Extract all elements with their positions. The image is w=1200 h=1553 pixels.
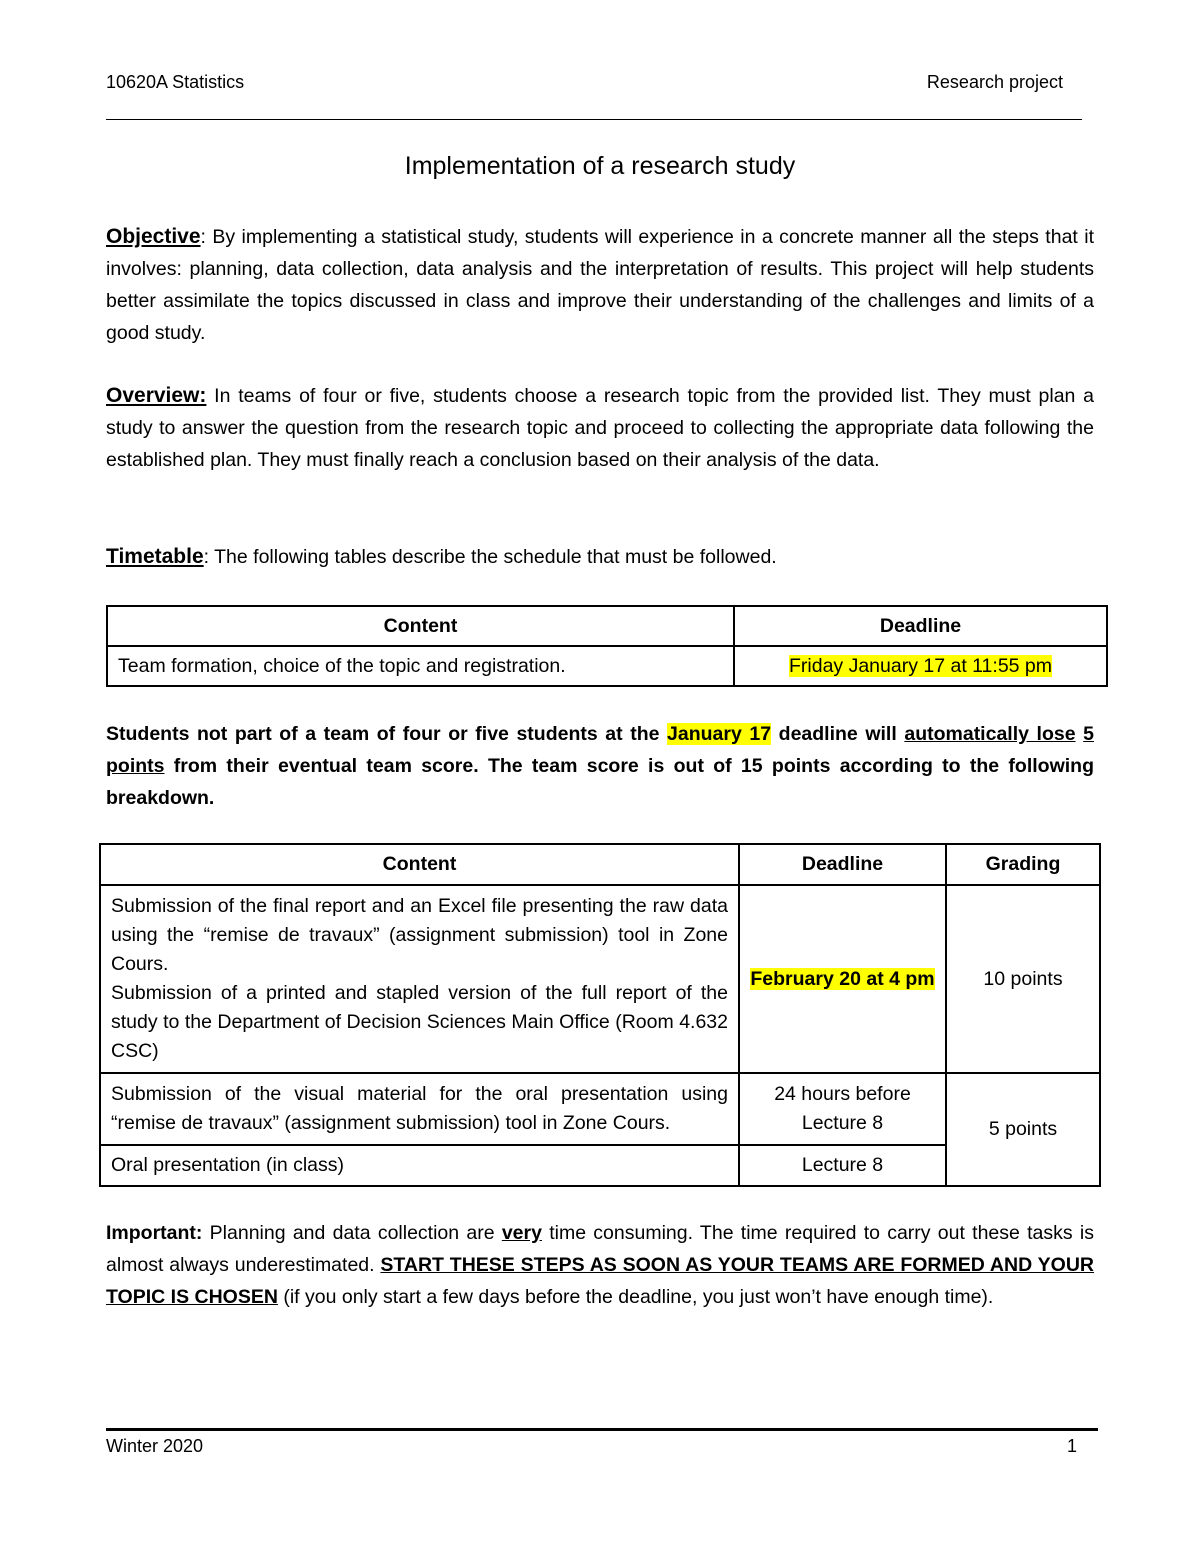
timetable-text: : The following tables describe the schedule that must be followed. <box>203 546 777 568</box>
header-doc-type: Research project <box>926 72 1063 92</box>
footer-divider <box>106 1428 1098 1431</box>
objective-label: Objective <box>106 225 201 248</box>
warning-text: deadline will <box>771 723 905 745</box>
registration-table <box>106 605 1108 687</box>
header-divider <box>106 119 1082 120</box>
important-text: time consuming. The time required to carry out these tasks is almost always underestimated. <box>106 1222 1094 1276</box>
col-deadline-header: Deadline <box>734 606 1107 646</box>
footer-term: Winter 2020 <box>106 1436 204 1456</box>
page-number: 1 <box>1066 1436 1077 1456</box>
visual-material-content: Submission of the visual material for the oral presentation using “remise de travaux” (assignment submission) tool in Zone Cours. <box>100 1073 739 1145</box>
table-header-row <box>107 606 1107 646</box>
col-grading-header: Grading <box>946 844 1100 885</box>
col-content-header: Content <box>100 844 739 885</box>
col-deadline-header: Deadline <box>739 844 946 885</box>
objective-paragraph <box>106 221 1094 349</box>
table-row <box>100 885 1100 1073</box>
important-paragraph <box>106 1217 1094 1313</box>
grading-table <box>99 843 1101 1187</box>
warning-penalty: automatically lose <box>904 723 1076 745</box>
header-course: 10620A Statistics <box>106 72 245 92</box>
warning-points: 5 points <box>106 723 1094 777</box>
important-text: Planning and data collection are <box>202 1222 502 1244</box>
final-report-deadline: February 20 at 4 pm <box>750 967 935 990</box>
important-caps: START THESE STEPS AS SOON AS YOUR TEAMS ARE FORMED AND YOUR TOPIC IS CHOSEN <box>106 1254 1095 1308</box>
col-content-header: Content <box>107 606 734 646</box>
oral-presentation-deadline: Lecture 8 <box>739 1145 946 1186</box>
registration-content: Team formation, choice of the topic and registration. <box>107 646 734 686</box>
page-title: Implementation of a research study <box>404 152 796 180</box>
important-text: (if you only start a few days before the deadline, you just won’t have enough time). <box>277 1286 994 1308</box>
warning-paragraph <box>106 718 1094 814</box>
warning-text <box>1076 723 1084 745</box>
oral-presentation-content: Oral presentation (in class) <box>100 1145 739 1186</box>
presentation-grading: 5 points <box>946 1073 1100 1186</box>
overview-paragraph <box>106 380 1094 476</box>
final-report-content <box>100 885 739 1073</box>
warning-text: from their eventual team score. The team score is out of 15 points according to the following breakdown. <box>106 755 1094 809</box>
overview-label: Overview: <box>106 384 207 407</box>
table-row <box>100 1073 1100 1145</box>
warning-date: January 17 <box>667 723 772 745</box>
printed-report-text: Submission of a printed and stapled version of the full report of the study to the Department of Decision Sciences Main Office (Room 4.632 CSC) <box>111 982 728 1062</box>
registration-deadline: Friday January 17 at 11:55 pm <box>788 654 1053 677</box>
timetable-paragraph <box>106 541 1094 573</box>
warning-text: Students not part of a team of four or five students at the <box>106 723 668 745</box>
important-very: very <box>501 1222 542 1244</box>
final-report-deadline-cell <box>739 885 946 1073</box>
objective-text: : By implementing a statistical study, students will experience in a concrete manner all the steps that it involves: planning, data collection, data analysis and the interpretation of results. This project will help students better assimilate the topics discussed in class and improve their understanding of the challenges and limits of a good study. <box>106 226 1094 344</box>
table-row <box>107 646 1107 686</box>
registration-deadline-cell <box>734 646 1107 686</box>
final-report-text: Submission of the final report and an Excel file presenting the raw data using the “remise de travaux” (assignment submission) tool in Zone Cours. <box>111 895 728 975</box>
final-report-grading: 10 points <box>946 885 1100 1073</box>
timetable-label: Timetable <box>106 545 204 568</box>
visual-material-deadline: 24 hours before Lecture 8 <box>739 1073 946 1145</box>
table-header-row <box>100 844 1100 885</box>
overview-text: In teams of four or five, students choose a research topic from the provided list. They must plan a study to answer the question from the research topic and proceed to collecting the appropriate data following the established plan. They must finally reach a conclusion based on their analysis of the data. <box>106 385 1094 471</box>
important-label: Important: <box>106 1222 203 1244</box>
